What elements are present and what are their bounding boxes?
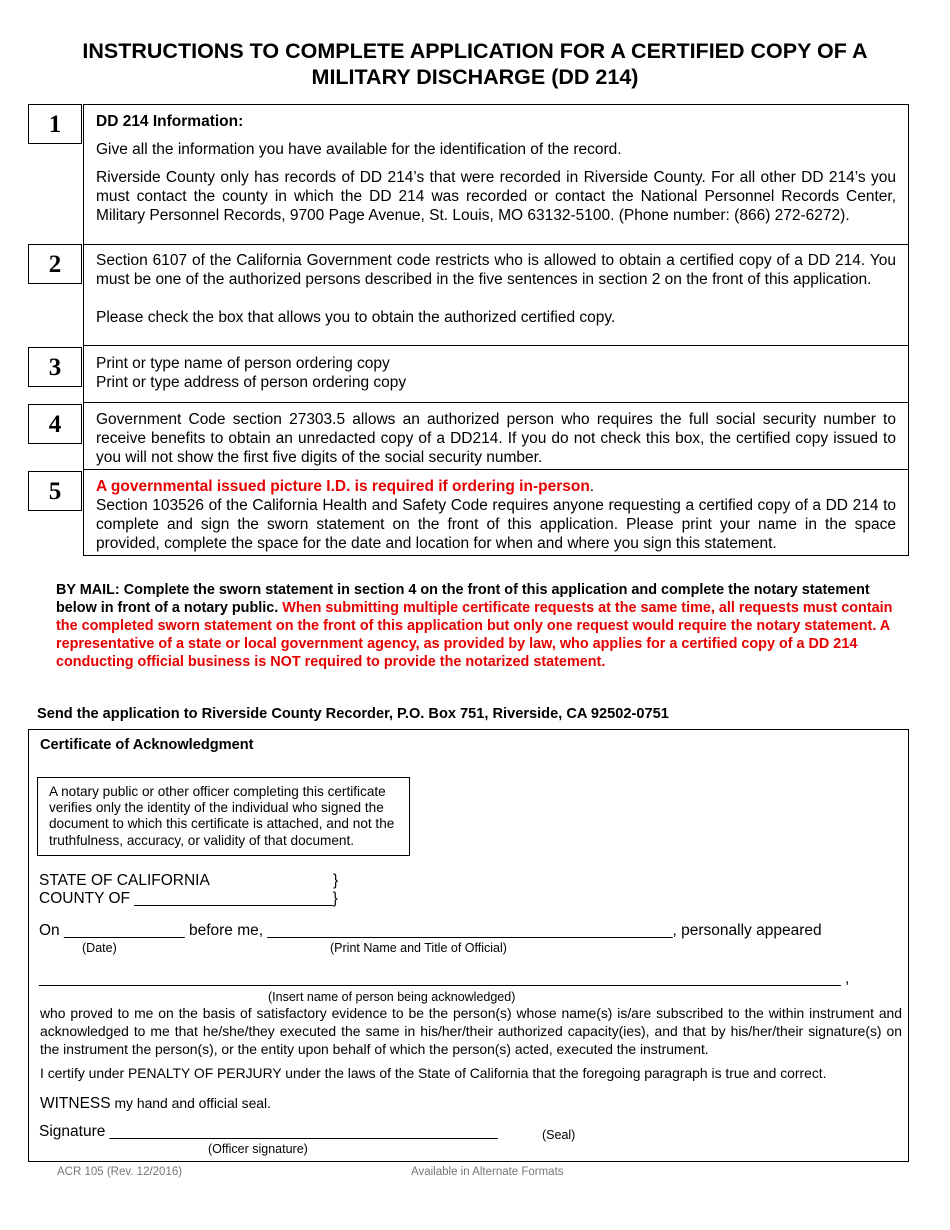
section-4-para: Government Code section 27303.5 allows an authorized person who requires the full social security number to receive benefits to obtain an unredacted copy of a DD214. If you do not check this box, the certified copy issued to you will not show the first five digits of the social security number. bbox=[96, 411, 896, 466]
section-5-number: 5 bbox=[28, 471, 82, 511]
seal-label: (Seal) bbox=[542, 1128, 576, 1142]
section-2-number: 2 bbox=[28, 244, 82, 284]
section-1-heading: DD 214 Information: bbox=[96, 113, 244, 130]
section-1 bbox=[83, 104, 909, 245]
insert-name-label: (Insert name of person being acknowledged) bbox=[268, 990, 516, 1004]
notary-disclaimer-box: A notary public or other officer completing this certificate verifies only the identity of the individual who signed the document to which this certificate is attached, and not the truthfulness, accuracy, or validity of that document. bbox=[37, 777, 410, 856]
witness-rest: my hand and official seal. bbox=[110, 1095, 271, 1111]
section-5-id-line bbox=[96, 477, 896, 496]
witness-line bbox=[40, 1094, 271, 1113]
signature-line: Signature _____________________________________________ bbox=[39, 1123, 498, 1140]
state-label: STATE OF CALIFORNIA bbox=[39, 872, 210, 889]
form-id: ACR 105 (Rev. 12/2016) bbox=[57, 1166, 183, 1178]
certificate-of-acknowledgment bbox=[28, 729, 909, 1162]
section-3-number: 3 bbox=[28, 347, 82, 387]
section-1-number: 1 bbox=[28, 104, 82, 144]
section-3-line-2: Print or type address of person ordering copy bbox=[96, 374, 407, 391]
id-required-period: . bbox=[589, 478, 595, 495]
title-line-1: INSTRUCTIONS TO COMPLETE APPLICATION FOR A CERTIFIED COPY OF A bbox=[82, 39, 868, 63]
section-2 bbox=[83, 244, 909, 346]
section-1-para-2: Riverside County only has records of DD 214’s that were recorded in Riverside County. For all other DD 214’s you must contact the county in which the DD 214 was recorded or contact the National Personnel Records Center, Military Personnel Records, 9700 Page Avenue, St. Louis, MO 63132-5100. (Phone number: (866) 272-6272). bbox=[96, 169, 896, 224]
state-brace: } bbox=[333, 872, 339, 889]
section-4-number: 4 bbox=[28, 404, 82, 444]
county-line: COUNTY OF _______________________} bbox=[39, 890, 338, 907]
before-me-line: On ______________ before me, _______________________________________________, personally appeared bbox=[39, 922, 822, 939]
title-line-2: MILITARY DISCHARGE (DD 214) bbox=[311, 65, 639, 89]
section-5 bbox=[83, 469, 909, 556]
date-label: (Date) bbox=[82, 941, 117, 955]
section-1-para-1: Give all the information you have available for the identification of the record. bbox=[96, 141, 622, 158]
section-2-para-2: Please check the box that allows you to obtain the authorized certified copy. bbox=[96, 309, 616, 326]
proved-statement: who proved to me on the basis of satisfactory evidence to be the person(s) whose name(s) is/are subscribed to the within instrument and acknowledged to me that he/she/they executed the same in his/her/their authorized capacity(ies), and that by his/her/their signature(s) on the instrument the person(s), or the entity upon behalf of which the person(s) acted, executed the instrument. bbox=[40, 1005, 902, 1057]
witness-word: WITNESS bbox=[40, 1095, 111, 1112]
section-5-para: Section 103526 of the California Health and Safety Code requires anyone requesting a certified copy of a DD 214 to complete and sign the sworn statement on the front of this application. Please print your name in the space provided, complete the space for the date and location for when and where you sign this statement. bbox=[96, 497, 896, 552]
official-label: (Print Name and Title of Official) bbox=[330, 941, 507, 955]
section-2-para-1: Section 6107 of the California Government code restricts who is allowed to obtain a certified copy of a DD 214. You must be one of the authorized persons described in the five sentences in section 2 on the front of this application. bbox=[96, 252, 896, 288]
alternate-formats: Available in Alternate Formats bbox=[411, 1166, 564, 1178]
by-mail-black-text: BY MAIL: Complete the sworn statement in section 4 on the front of this application and complete the notary statement below in front of a notary public. bbox=[56, 582, 870, 616]
section-3-line-1: Print or type name of person ordering copy bbox=[96, 355, 390, 372]
page-title bbox=[30, 38, 920, 90]
acknowledged-person-line: _____________________________________________________________________________________________ , bbox=[39, 970, 850, 987]
section-4 bbox=[83, 402, 909, 470]
by-mail-instructions bbox=[56, 581, 896, 671]
section-3 bbox=[83, 345, 909, 403]
officer-signature-label: (Officer signature) bbox=[208, 1142, 308, 1156]
perjury-statement: I certify under PENALTY OF PERJURY under the laws of the State of California that the foregoing paragraph is true and correct. bbox=[40, 1065, 827, 1081]
id-required-notice: A governmental issued picture I.D. is required if ordering in-person bbox=[96, 478, 590, 495]
send-address: Send the application to Riverside County Recorder, P.O. Box 751, Riverside, CA 92502-0751 bbox=[37, 706, 669, 722]
by-mail-red-text: When submitting multiple certificate requests at the same time, all requests must contain the completed sworn statement on the front of this application but only one request would require the notary statement. A representative of a state or local government agency, as provided by law, who applies for a certified copy of a DD 214 conducting official business is NOT required to provide the notarized statement. bbox=[56, 600, 893, 670]
certificate-heading: Certificate of Acknowledgment bbox=[40, 737, 254, 753]
